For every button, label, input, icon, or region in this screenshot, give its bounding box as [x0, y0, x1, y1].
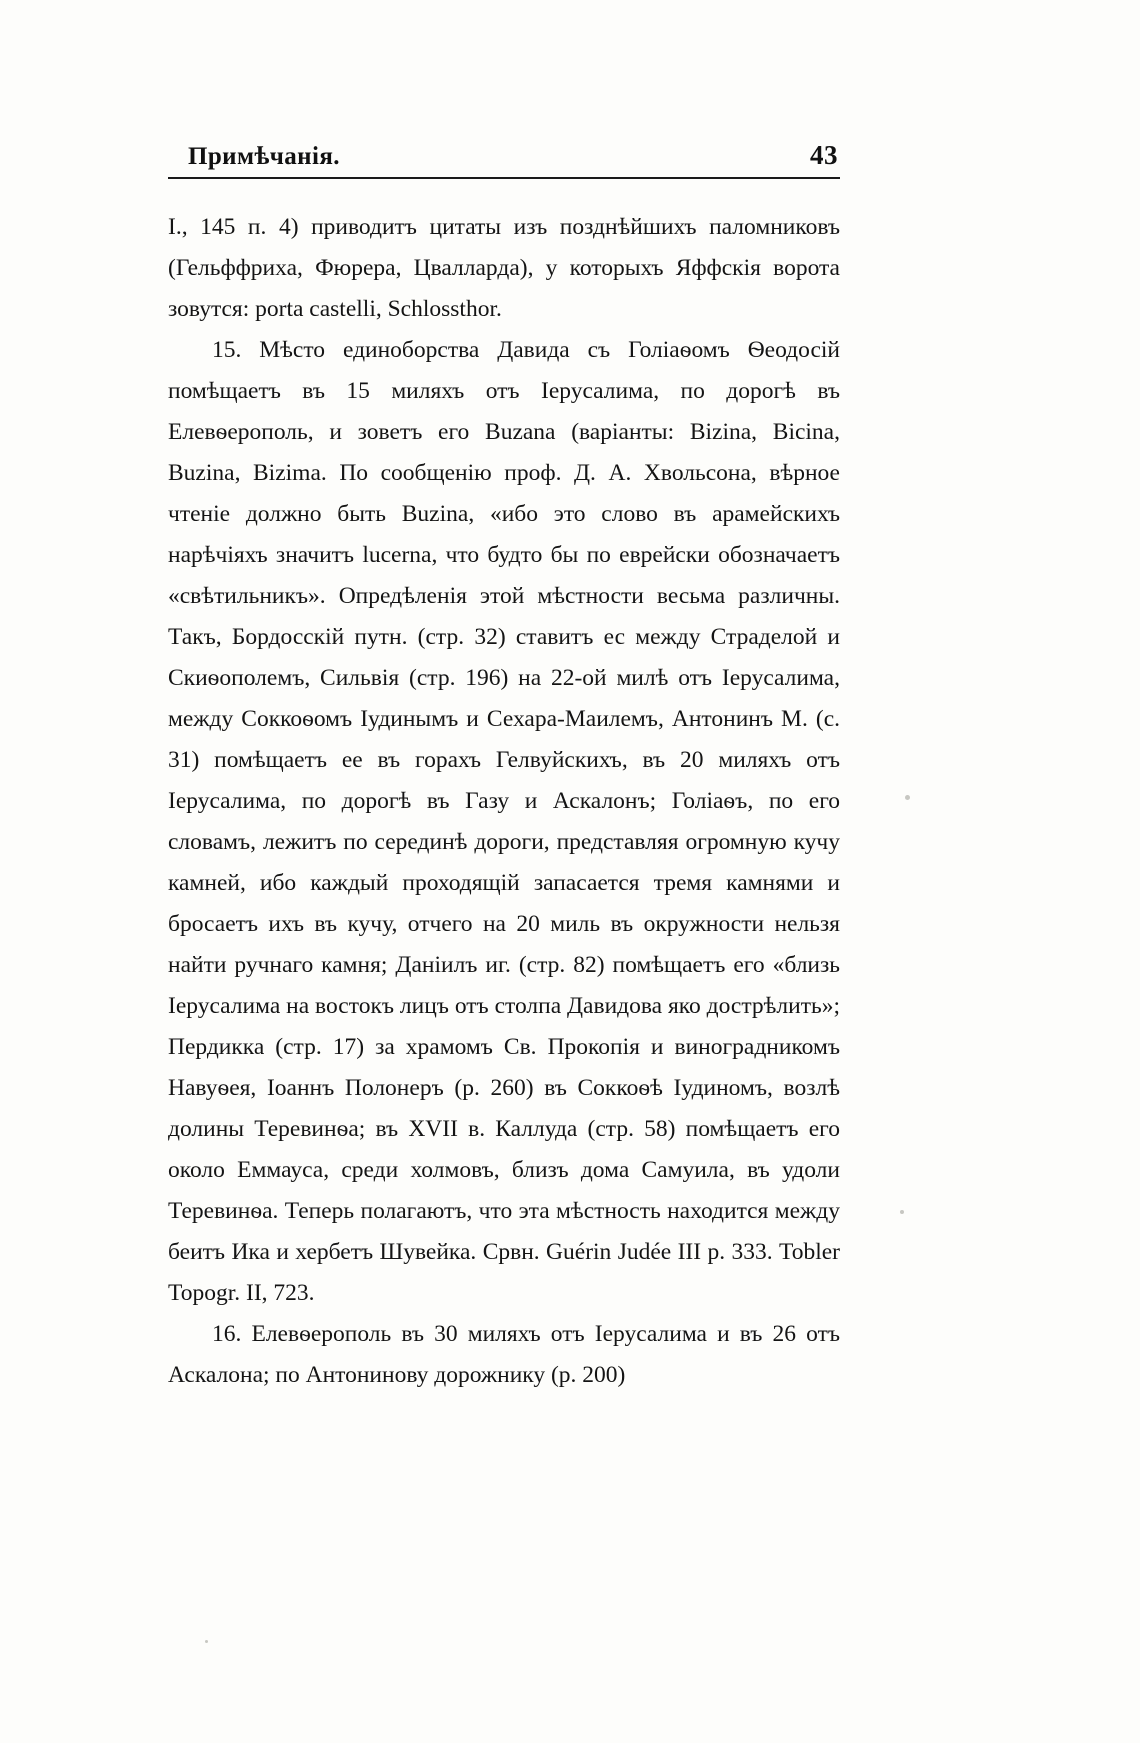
paper-speck [900, 1210, 904, 1214]
paper-speck [205, 1640, 208, 1643]
paragraph-note-16: 16. Елевѳерополь въ 30 миляхъ отъ Іерусалима и въ 26 отъ Аскалона; по Антонинову дорожнику (р. 200) [168, 1321, 840, 1388]
running-title: Примѣчанія. [188, 143, 340, 170]
paragraph-note-14-continuation: I., 145 п. 4) приводитъ цитаты изъ позднѣйшихъ паломниковъ (Гельффриха, Фюрера, Цвалларда), у которыхъ Яффскія ворота зовутся: porta castelli, Schlossthor. [168, 214, 840, 322]
paragraph-note-15: 15. Мѣсто единоборства Давида съ Голіаѳомъ Ѳеодосій помѣщаетъ въ 15 миляхъ отъ Іерусалима, по дорогѣ въ Елевѳерополь, и зоветъ его Buzana (варіанты: Bizina, Bicina, Buzina, Bizima. По сообщенію проф. Д. А. Хвольсона, вѣрное чтеніе должно быть Buzina, «ибо это слово въ арамейскихъ нарѣчіяхъ значитъ lucerna, что будто бы по еврейски обозначаетъ «свѣтильникъ». Опредѣленія этой мѣстности весьма различны. Такъ, Бордосскій путн. (стр. 32) ставитъ ес между Страделой и Скиѳополемъ, Сильвія (стр. 196) на 22-ой милѣ отъ Іерусалима, между Соккоѳомъ Іудинымъ и Сехара-Маилемъ, Антонинъ М. (с. 31) помѣщаетъ ее въ горахъ Гелвуйскихъ, въ 20 миляхъ отъ Іерусалима, по дорогѣ въ Газу и Аскалонъ; Голіаѳъ, по его словамъ, лежитъ по серединѣ дороги, представляя огромную кучу камней, ибо каждый проходящій запасается тремя камнями и бросаетъ ихъ въ кучу, отчего на 20 миль въ окружности нельзя найти ручнаго камня; Даніилъ иг. (стр. 82) помѣщаетъ его «близь Іерусалима на востокъ лицъ отъ столпа Давидова яко дострѣлить»; Пердикка (стр. 17) за храмомъ Св. Прокопія и виноградникомъ Навуѳея, Іоаннъ Полонеръ (р. 260) въ Соккоѳѣ Іудиномъ, возлѣ долины Теревинѳа; въ XVII в. Каллуда (стр. 58) помѣщаетъ его около Еммауса, среди холмовъ, близъ дома Самуила, въ удоли Теревинѳа. Теперь полагаютъ, что эта мѣстность находится между беитъ Ика и хербетъ Шувейка. Срвн. Guérin Judée III р. 333. Tobler Topogr. II, 723. [168, 337, 840, 1306]
page-header [168, 140, 840, 177]
page-content [168, 140, 840, 1396]
header-divider [168, 177, 840, 179]
page-number: 43 [810, 140, 838, 170]
body-text [168, 207, 840, 1396]
paper-speck [905, 795, 910, 800]
